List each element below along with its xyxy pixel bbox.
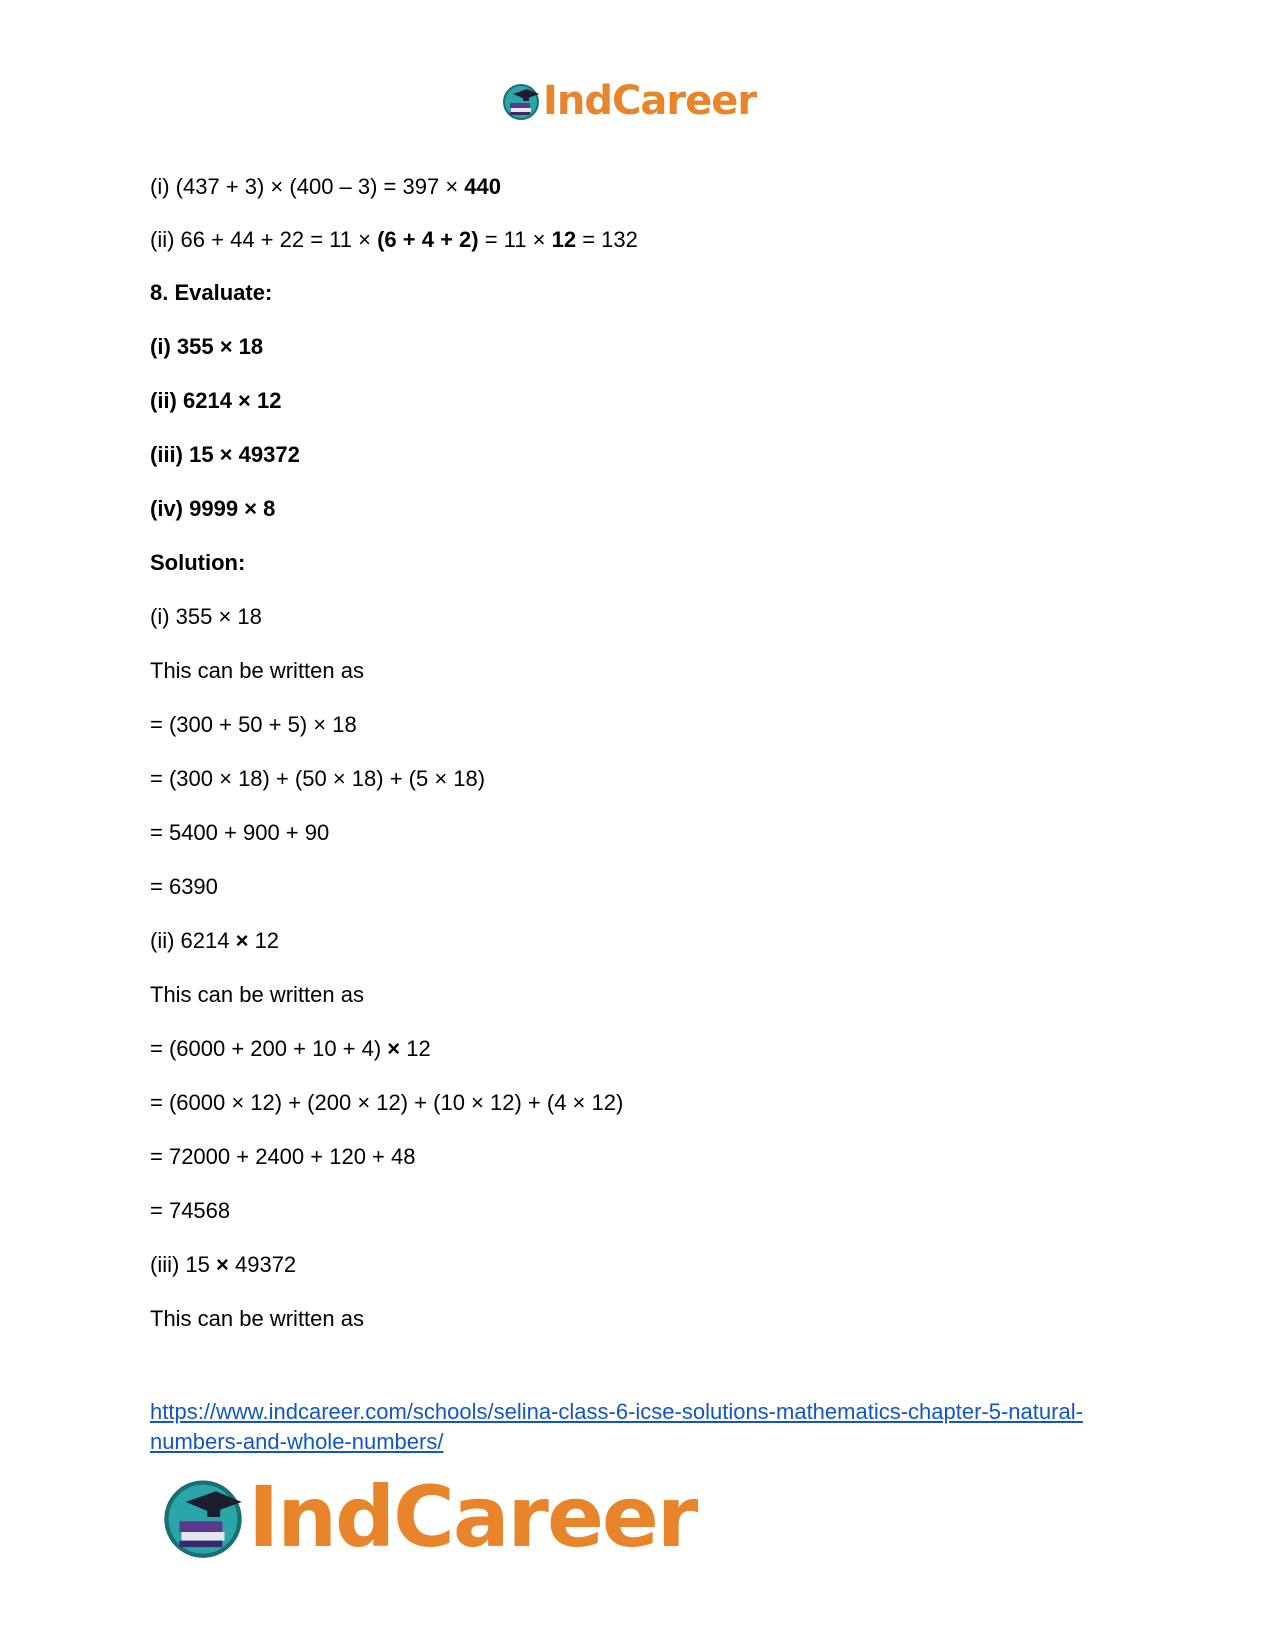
question-item: (iii) 15 × 49372 (150, 442, 300, 467)
text-line: This can be written as (150, 1306, 364, 1331)
text-line: This can be written as (150, 658, 364, 683)
question-item: (i) 355 × 18 (150, 334, 264, 359)
text-line: = 74568 (150, 1198, 231, 1223)
text-line: = (6000 × 12) + (200 × 12) + (10 × 12) + (4 × 12) (150, 1090, 624, 1115)
graduation-cap-globe-icon (160, 1474, 246, 1560)
graduation-cap-globe-icon (501, 81, 541, 121)
text-line: = (6000 + 200 + 10 + 4) × 12 (150, 1036, 431, 1061)
text-line: (ii) 6214 × 12 (150, 928, 280, 953)
text-line: = 5400 + 900 + 90 (150, 820, 330, 845)
solution-heading: Solution: (150, 550, 246, 575)
text-line: = 6390 (150, 874, 218, 899)
text-line: = 72000 + 2400 + 120 + 48 (150, 1144, 416, 1169)
logo-wordmark: IndCareer (543, 78, 757, 124)
logo-wordmark: IndCareer (248, 1468, 697, 1566)
question-item: (iv) 9999 × 8 (150, 496, 276, 521)
text-line: (iii) 15 × 49372 (150, 1252, 297, 1277)
indcareer-logo-header (501, 78, 756, 124)
question-item: (ii) 6214 × 12 (150, 388, 282, 413)
text-line: (i) 355 × 18 (150, 604, 262, 629)
text-line: (i) (437 + 3) × (400 – 3) = 397 × 440 (150, 174, 502, 199)
text-line: This can be written as (150, 982, 364, 1007)
text-line: (ii) 66 + 44 + 22 = 11 × (6 + 4 + 2) = 11 × 12 = 132 (150, 227, 638, 252)
source-url-link[interactable]: https://www.indcareer.com/schools/selina-class-6-icse-solutions-mathematics-chapter-5-natural-numbers-and-whole-numbers/ (150, 1399, 1083, 1454)
text-line: = (300 × 18) + (50 × 18) + (5 × 18) (150, 766, 486, 791)
question-title: 8. Evaluate: (150, 280, 273, 305)
indcareer-logo-footer (160, 1468, 696, 1566)
text-line: = (300 + 50 + 5) × 18 (150, 712, 357, 737)
